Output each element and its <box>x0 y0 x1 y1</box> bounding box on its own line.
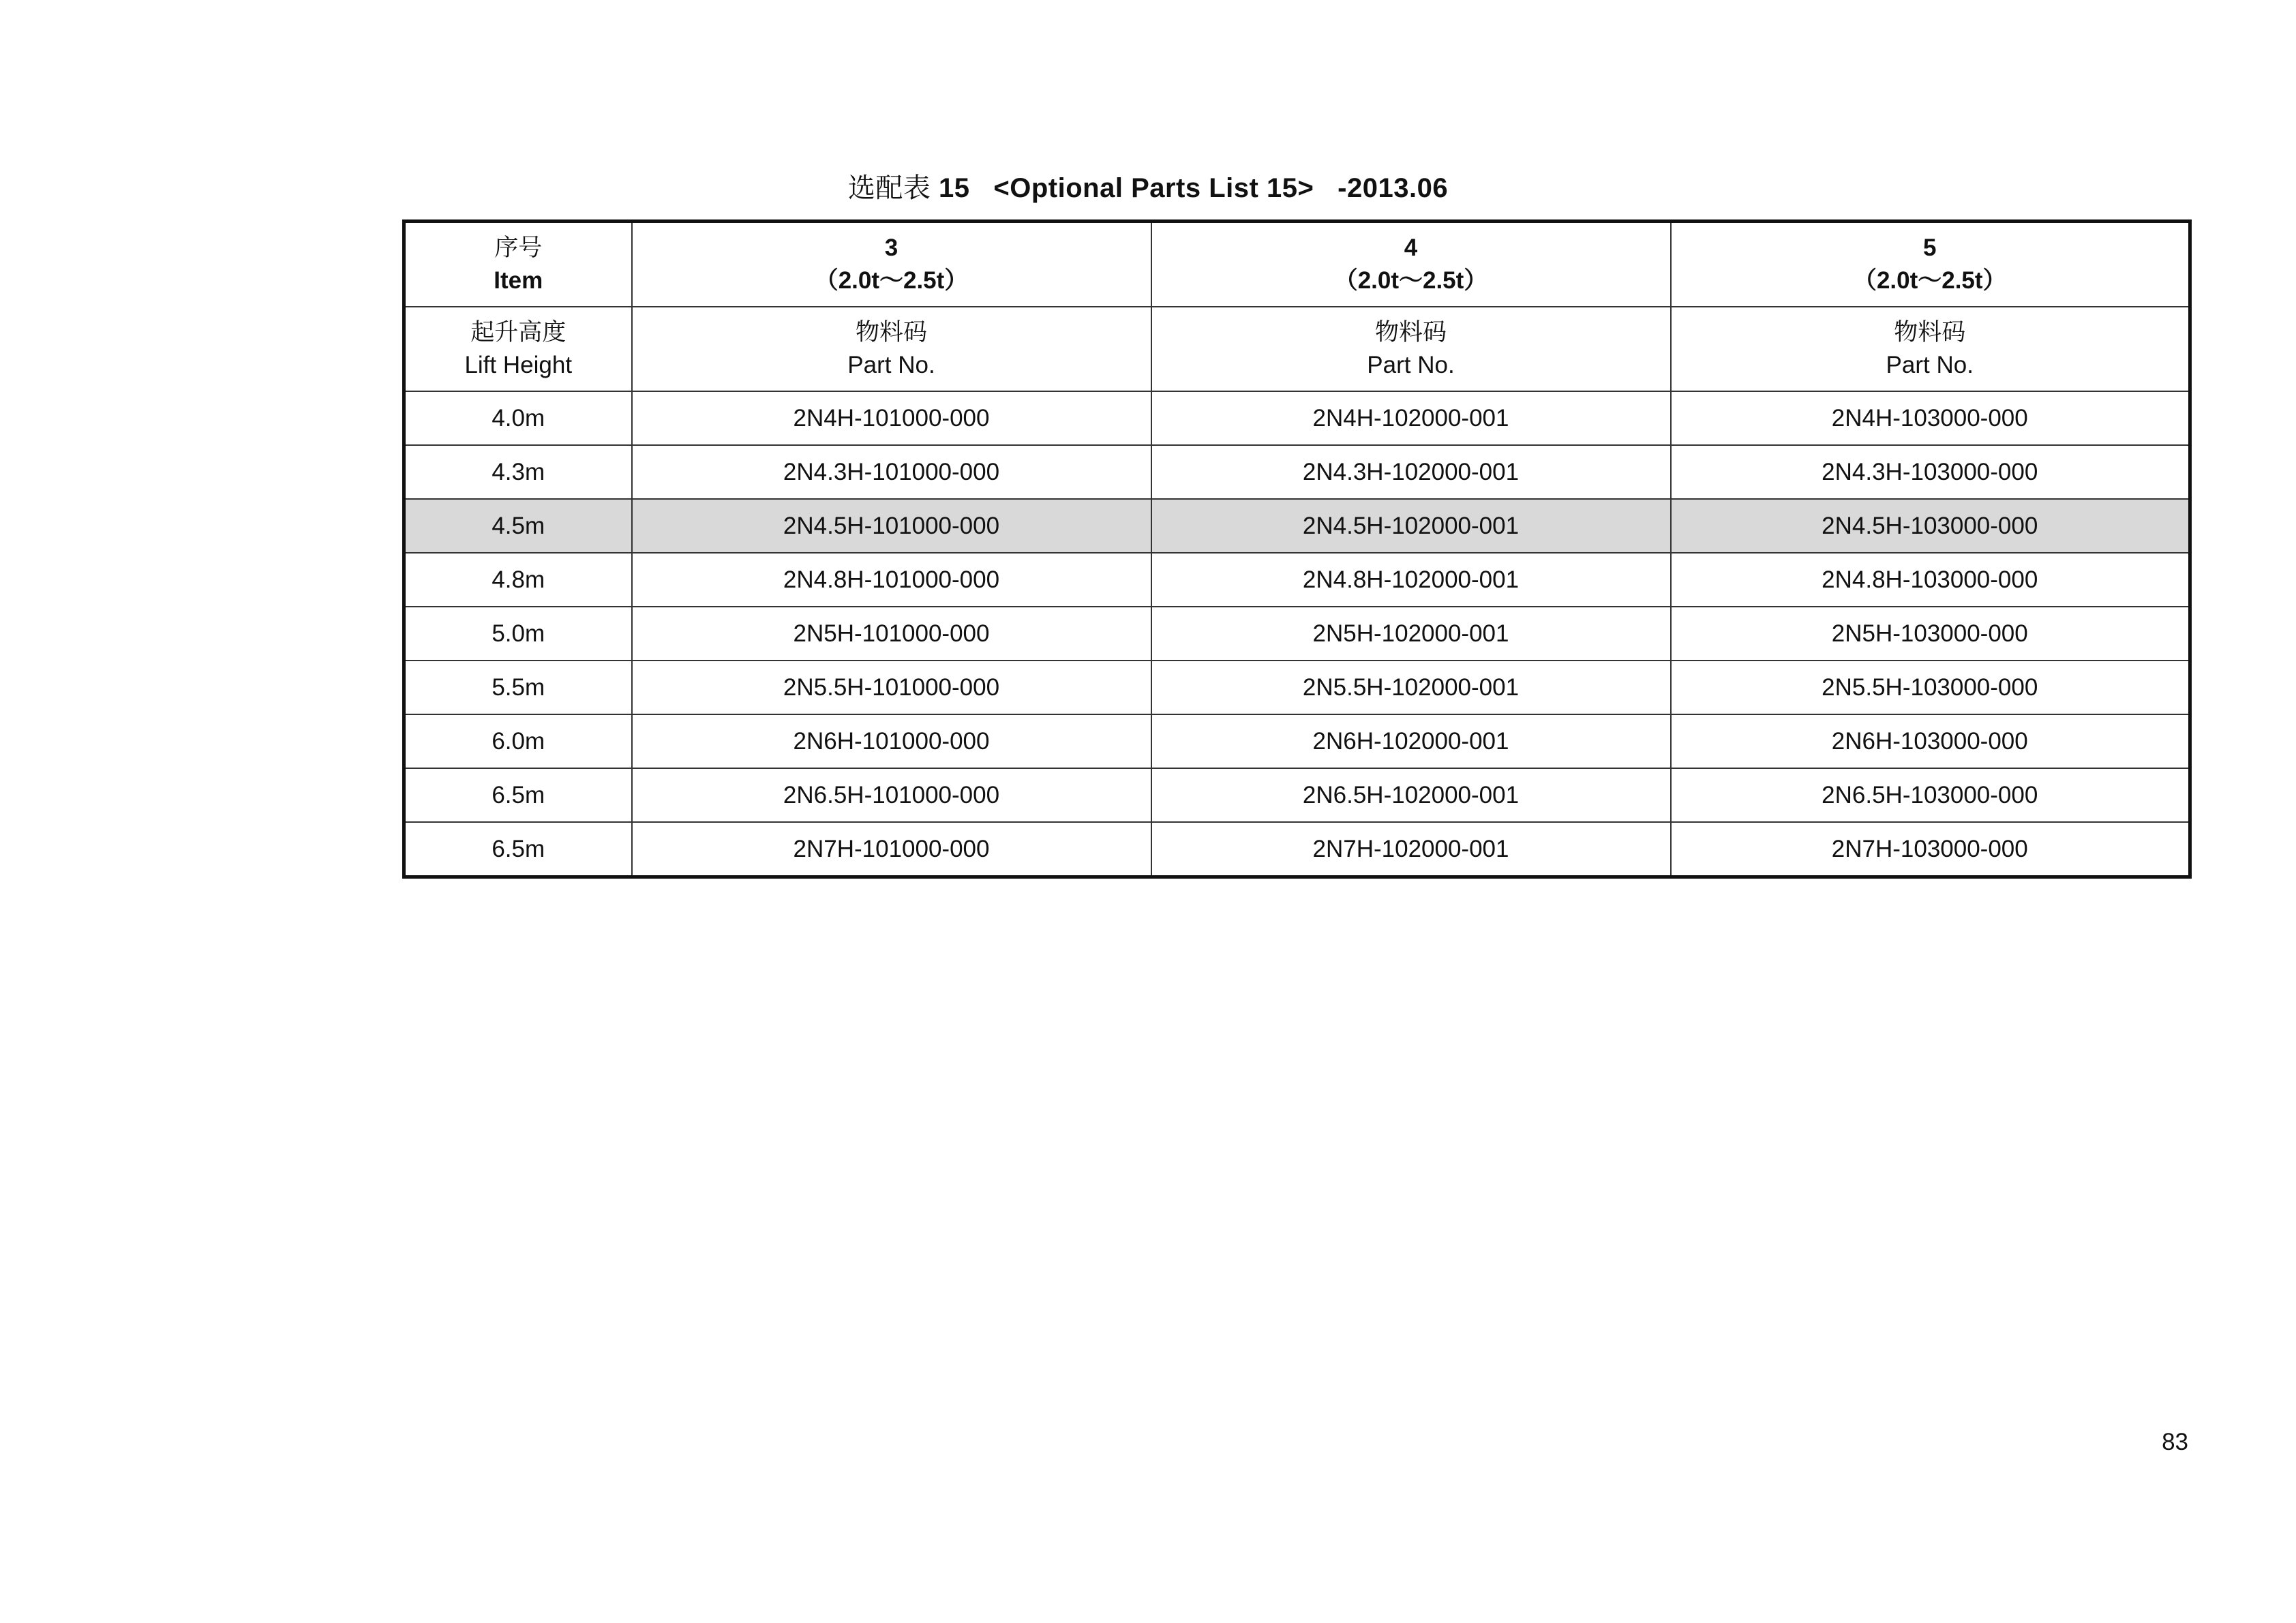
optional-parts-table <box>402 219 2192 879</box>
part-no-cell: 2N6.5H-101000-000 <box>632 768 1151 822</box>
part-no-cell: 2N6.5H-102000-001 <box>1151 768 1671 822</box>
lift-height-cell: 5.0m <box>404 607 632 661</box>
table-row-highlighted <box>404 499 2190 553</box>
lift-height-header <box>404 307 632 391</box>
lift-height-cell: 4.5m <box>404 499 632 553</box>
lift-height-cell: 4.8m <box>404 553 632 607</box>
lift-height-cell: 6.0m <box>404 714 632 768</box>
lift-height-cell: 6.5m <box>404 822 632 877</box>
part-no-cell: 2N4.3H-102000-001 <box>1151 445 1671 499</box>
part-no-cell: 2N6H-101000-000 <box>632 714 1151 768</box>
table-row <box>404 391 2190 445</box>
part-no-en: Part No. <box>1367 352 1455 378</box>
table-row <box>404 768 2190 822</box>
title-cn: 选配表 <box>847 173 931 203</box>
part-no-header <box>1671 307 2190 391</box>
part-no-cell: 2N4.5H-101000-000 <box>632 499 1151 553</box>
part-no-cell: 2N5.5H-101000-000 <box>632 661 1151 714</box>
column-range: （2.0t～2.5t） <box>1852 267 2007 294</box>
lift-height-cn: 起升高度 <box>470 319 567 346</box>
part-no-header <box>1151 307 1671 391</box>
page-number: 83 <box>2162 1429 2188 1455</box>
lift-height-en: Lift Height <box>464 352 573 378</box>
part-no-cell: 2N7H-103000-000 <box>1671 822 2190 877</box>
part-no-cell: 2N4.8H-102000-001 <box>1151 553 1671 607</box>
column-number: 4 <box>1404 234 1418 261</box>
part-no-cell: 2N5H-102000-001 <box>1151 607 1671 661</box>
part-no-cell: 2N4H-103000-000 <box>1671 391 2190 445</box>
part-no-cell: 2N6H-102000-001 <box>1151 714 1671 768</box>
column-number: 3 <box>884 234 898 261</box>
table-row <box>404 661 2190 714</box>
part-no-cell: 2N7H-101000-000 <box>632 822 1151 877</box>
page-title <box>0 166 2296 205</box>
header-row-item <box>404 222 2190 307</box>
column-range: （2.0t～2.5t） <box>814 267 969 294</box>
lift-height-cell: 6.5m <box>404 768 632 822</box>
part-no-en: Part No. <box>1886 352 1974 378</box>
part-no-cell: 2N5H-101000-000 <box>632 607 1151 661</box>
table-row <box>404 607 2190 661</box>
lift-height-cell: 4.3m <box>404 445 632 499</box>
part-no-cell: 2N4.5H-102000-001 <box>1151 499 1671 553</box>
header-row-lift <box>404 307 2190 391</box>
part-no-cell: 2N5.5H-103000-000 <box>1671 661 2190 714</box>
part-no-cell: 2N6H-103000-000 <box>1671 714 2190 768</box>
part-no-cn: 物料码 <box>1894 319 1966 346</box>
column-header-5 <box>1671 222 2190 307</box>
part-no-en: Part No. <box>847 352 935 378</box>
part-no-cn: 物料码 <box>1374 319 1447 346</box>
part-no-header <box>632 307 1151 391</box>
table-row <box>404 553 2190 607</box>
part-no-cell: 2N6.5H-103000-000 <box>1671 768 2190 822</box>
table-row <box>404 822 2190 877</box>
part-no-cell: 2N4.3H-101000-000 <box>632 445 1151 499</box>
part-no-cell: 2N4.3H-103000-000 <box>1671 445 2190 499</box>
column-range: （2.0t～2.5t） <box>1333 267 1488 294</box>
item-header-cn: 序号 <box>494 234 543 261</box>
item-header-en: Item <box>494 267 543 294</box>
column-number: 5 <box>1923 234 1937 261</box>
part-no-cell: 2N4.8H-101000-000 <box>632 553 1151 607</box>
item-header-cell <box>404 222 632 307</box>
column-header-3 <box>632 222 1151 307</box>
part-no-cell: 2N5.5H-102000-001 <box>1151 661 1671 714</box>
title-main: 15 <Optional Parts List 15> -2013.06 <box>931 173 1449 203</box>
table-row <box>404 714 2190 768</box>
column-header-4 <box>1151 222 1671 307</box>
part-no-cell: 2N4H-101000-000 <box>632 391 1151 445</box>
lift-height-cell: 5.5m <box>404 661 632 714</box>
part-no-cell: 2N5H-103000-000 <box>1671 607 2190 661</box>
table-row <box>404 445 2190 499</box>
part-no-cell: 2N4.8H-103000-000 <box>1671 553 2190 607</box>
part-no-cell: 2N7H-102000-001 <box>1151 822 1671 877</box>
lift-height-cell: 4.0m <box>404 391 632 445</box>
part-no-cell: 2N4H-102000-001 <box>1151 391 1671 445</box>
part-no-cn: 物料码 <box>855 319 927 346</box>
part-no-cell: 2N4.5H-103000-000 <box>1671 499 2190 553</box>
